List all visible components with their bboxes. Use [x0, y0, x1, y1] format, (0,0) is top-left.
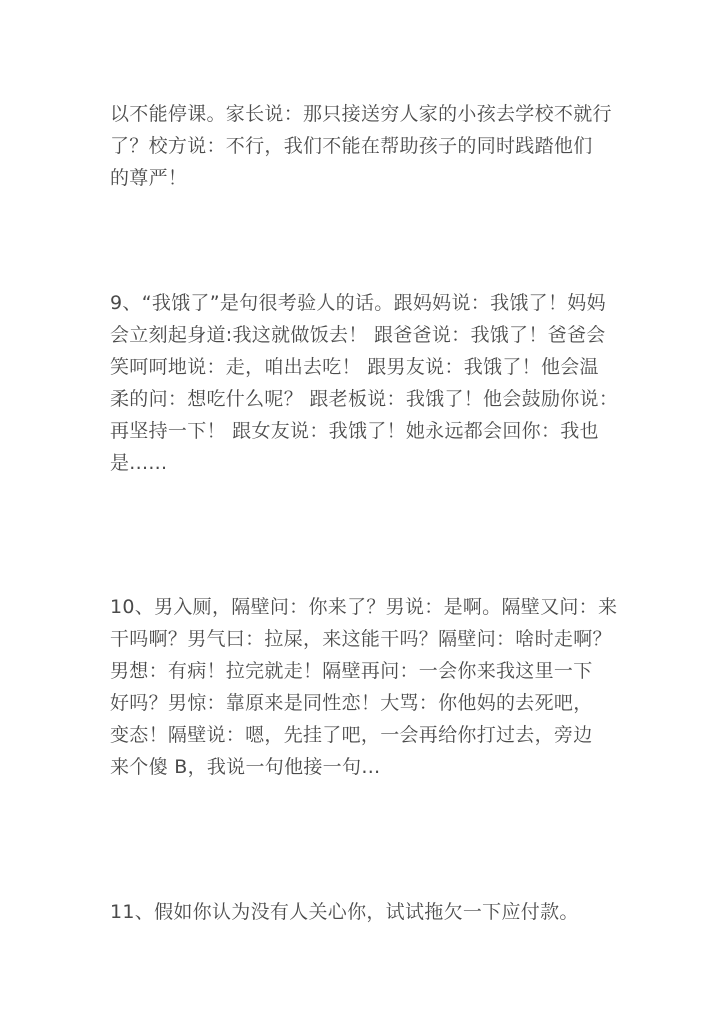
paragraph-joke-11	[110, 896, 620, 928]
text-line: 11、假如你认为没有人关心你，试试拖欠一下应付款。	[110, 901, 579, 923]
text-line: 会立刻起身道:我这就做饭去！ 跟爸爸说：我饿了！爸爸会	[110, 324, 606, 346]
text-line: 好吗？男惊：靠原来是同性恋！大骂：你他妈的去死吧，	[110, 692, 593, 714]
text-line: 以不能停课。家长说：那只接送穷人家的小孩去学校不就行	[110, 103, 612, 125]
text-line: 来个傻 B，我说一句他接一句…	[110, 756, 381, 778]
text-line: 干吗啊？男气曰：拉屎，来这能干吗？隔壁问：啥时走啊？	[110, 628, 612, 650]
text-line: 男想：有病！拉完就走！隔壁再问：一会你来我这里一下	[110, 660, 593, 682]
paragraph-joke-9	[110, 287, 620, 479]
text-line: 9、“我饿了”是句很考验人的话。跟妈妈说：我饿了！妈妈	[110, 292, 606, 314]
text-line: 是......	[110, 452, 168, 474]
text-line: 了？校方说：不行，我们不能在帮助孩子的同时践踏他们	[110, 135, 593, 157]
text-line: 10、男入厕，隔壁问：你来了？男说：是啊。隔壁又问：来	[110, 596, 618, 618]
text-line: 再坚持一下！ 跟女友说：我饿了！她永远都会回你：我也	[110, 420, 599, 442]
text-line: 的尊严！	[110, 167, 188, 189]
text-line: 柔的问：想吃什么呢？ 跟老板说：我饿了！他会鼓励你说：	[110, 388, 619, 410]
text-line: 笑呵呵地说：走，咱出去吃！ 跟男友说：我饿了！他会温	[110, 356, 599, 378]
paragraph-joke-10	[110, 591, 620, 783]
paragraph-school-joke	[110, 98, 620, 194]
text-line: 变态！隔壁说：嗯，先挂了吧，一会再给你打过去，旁边	[110, 724, 593, 746]
